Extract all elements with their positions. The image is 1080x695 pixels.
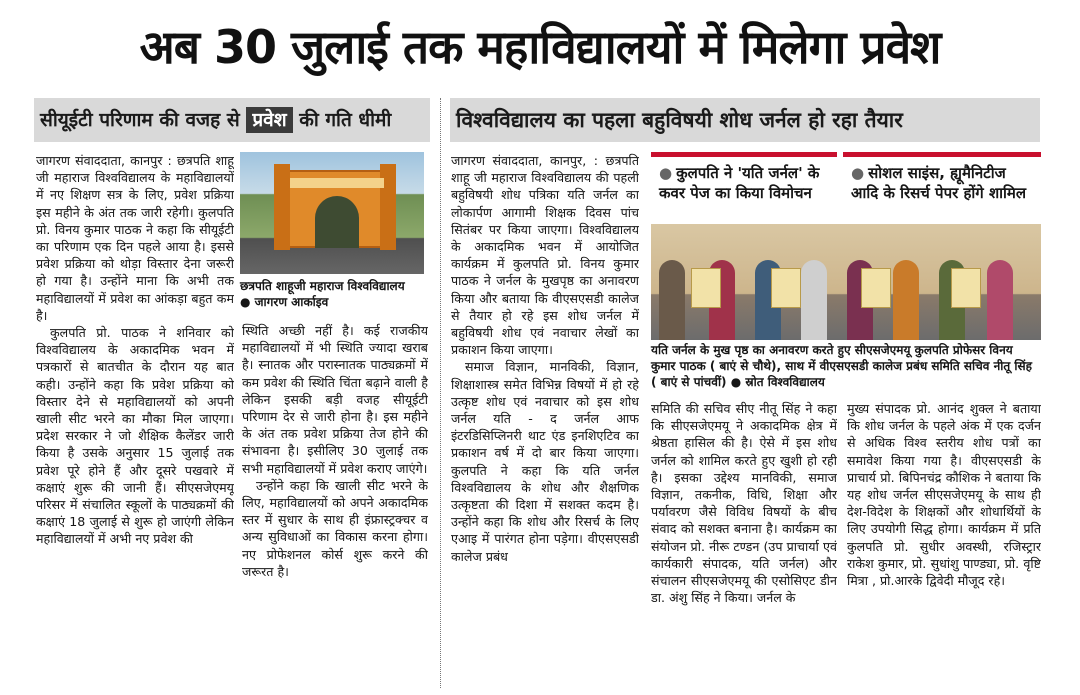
page-headline: अब 30 जुलाई तक महाविद्यालयों में मिलेगा प्रवेश xyxy=(139,20,941,74)
left-story-subhead xyxy=(34,98,430,142)
left-subhead-highlight: प्रवेश xyxy=(246,107,292,133)
left-photo-caption xyxy=(240,278,430,310)
paragraph: जागरण संवाददाता, कानपुर, : छत्रपति शाहू जी महाराज विश्वविद्यालय की पहली बहुविषयी शोध पत्रिका यति जर्नल का लोकार्पण आगामी शिक्षक दिवस पांच सितंबर पर किया जाएगा। विश्वविद्यालय के अकादमिक भवन में आयोजित कार्यक्रम में कुलपति प्रो. विनय कुमार पाठक ने जर्नल के मुखपृष्ठ का अनावरण किया और बताया कि वीएसएसडी कालेज से तैयार हो रहे इस शोध जर्नल में बहुविषयी शोध एवं नवाचार लेखों का प्रकाशन किया जाएगा। xyxy=(451,153,639,358)
left-story-column-2 xyxy=(242,322,428,682)
paragraph: समाज विज्ञान, मानविकी, विज्ञान, शिक्षाशास्त्र समेत विभिन्न विषयों में हो रहे उत्कृष्ट शोध एवं नवाचार को इस शोध जर्नल यति - द जर्नल आफ इंटरडिसिप्लिनरी थाट एंड इनशिएटिव का प्रकाशन वर्ष में दो बार किया जाएगा। कुलपति ने कहा कि यति जर्नल विश्वविद्यालय के शोध और शैक्षणिक उत्कृष्टता की दिशा में सशक्त कदम है। उन्होंने कहा कि शोध और रिसर्च के लिए एआइ में पारंगत होना पड़ेगा। वीएसएसडी कालेज प्रबंध xyxy=(451,359,639,564)
left-story-column-1 xyxy=(36,152,234,682)
right-photo-caption xyxy=(651,342,1041,390)
right-story-column-3 xyxy=(847,400,1041,682)
right-story-column-2 xyxy=(651,400,837,682)
kicker-text: कुलपति ने 'यति जर्नल' के कवर पेज का किया विमोचन xyxy=(659,164,820,202)
column-divider xyxy=(440,98,441,688)
kicker-research-papers xyxy=(843,152,1041,214)
paragraph: कुलपति प्रो. पाठक ने शनिवार को विश्वविद्यालय के अकादमिक भवन में पत्रकारों से बातचीत के दौरान यह बात कही। उन्होंने कहा कि प्रवेश प्रक्रिया को विस्तार देने से महाविद्यालयों को अपनी खाली सीट भरने का मौका मिल जाएगा। प्रदेश सरकार ने जो शैक्षिक कैलेंडर जारी किया है उसके अनुसार 15 जुलाई तक प्रवेश पूरे होने हैं और दूसरे पखवारे में कक्षाएं शुरू की जानी हैं। सीएसजेएमयू परिसर में संचालित स्कूलों के पाठ्यक्रमों की कक्षाएं 18 जुलाई से शुरू हो जाएंगी लेकिन महाविद्यालयों में अभी नए प्रवेश की xyxy=(36,325,234,547)
bullet-icon: ● xyxy=(659,164,673,182)
paragraph: स्थिति अच्छी नहीं है। कई राजकीय महाविद्यालयों में भी स्थिति ज्यादा खराब है। स्नातक और परास्नातक पाठ्यक्रमों में कम प्रवेश की स्थिति चिंता बढ़ाने वाली है लेकिन इसकी बड़ी वजह सीयूईटी परिणाम देर से जारी होना है। इस महीने के अंत तक प्रवेश प्रक्रिया तेज होने की संभावना है। इसीलिए 30 जुलाई तक सभी महाविद्यालयों में प्रवेश कराए जाएंगे। xyxy=(242,323,428,476)
paragraph: मुख्य संपादक प्रो. आनंद शुक्ल ने बताया कि शोध जर्नल के पहले अंक में एक दर्जन से अधिक विश्व स्तरीय शोध पत्रों का समावेश किया गया है। वीएसएसडी के प्राचार्य प्रो. बिपिनचंद्र कौशिक ने बताया कि यह शोध जर्नल सीएसजेएमयू के साथ ही देश-विदेश के शिक्षकों और शोधार्थियों के लिए उपयोगी सिद्ध होगा। कार्यक्रम में प्रति कुलपति प्रो. सुधीर अवस्थी, रजिस्ट्रार राकेश कुमार, प्रो. सुधांशु पाण्ड्या, प्रो. वृष्टि मित्रा , प्रो.आरके द्विवेदी मौजूद रहे। xyxy=(847,401,1041,589)
journal-launch-photo xyxy=(651,224,1041,340)
university-gate-photo xyxy=(240,152,424,274)
gate-illustration xyxy=(280,170,390,248)
bullet-icon: ● xyxy=(851,164,865,182)
paragraph: समिति की सचिव सीए नीतू सिंह ने कहा कि सीएसजेएमयू ने अकादमिक क्षेत्र में श्रेष्ठता हासिल की है। ऐसे में इस शोध जर्नल को शामिल करते हुए खुशी हो रही है। इसका उद्देश्य मानविकी, समाज विज्ञान, तकनीक, विधि, शिक्षा और पर्यावरण जैसे विविध विषयों के बीच संवाद को सशक्त बनाना है। कार्यक्रम का संयोजन प्रो. नीरू टण्डन (उप प्राचार्या एवं कार्यकारी संपादक, यति जर्नल) और संचालन सीएसजेएमयू की एसोसिएट डीन डा. अंशु सिंह ने किया। जर्नल के xyxy=(651,401,837,606)
paragraph: जागरण संवाददाता, कानपुर : छत्रपति शाहू जी महाराज विश्वविद्यालय के महाविद्यालयों में नए शिक्षण सत्र के लिए, प्रवेश प्रक्रिया इस महीने के अंत तक जारी रहेगी। कुलपति प्रो. विनय कुमार पाठक ने कहा कि सीयूईटी का परिणाम एक दिन पहले आया है। इससे प्रवेश प्रक्रिया को थोड़ा विस्तार देना जरूरी हो गया है। उन्होंने माना कि अभी तक महाविद्यालयों में प्रवेश का आंकड़ा बहुत कम है। xyxy=(36,153,234,323)
paragraph: उन्होंने कहा कि खाली सीट भरने के लिए, महाविद्यालयों को अपने अकादमिक स्तर में सुधार के साथ ही इंफ्रास्ट्रक्चर व अन्य सुविधाओं का विकास करना होगा। नए प्रोफेशनल कोर्स शुरू करने की जरूरत है। xyxy=(242,477,428,579)
right-story-subhead: विश्वविद्यालय का पहला बहुविषयी शोध जर्नल हो रहा तैयार xyxy=(450,98,1040,142)
photo-caption-text: यति जर्नल के मुख पृष्ठ का अनावरण करते हुए सीएसजेएमयू कुलपति प्रोफेसर विनय कुमार पाठक ( बाएं से चौथे), साथ में वीएसएसडी कालेज प्रबंध समिति सचिव नीतू सिंह ( बाएं से पांचवीं) xyxy=(651,343,1032,389)
right-story-column-1 xyxy=(451,152,639,682)
kicker-cover-release xyxy=(651,152,837,214)
left-subhead-pre: सीयूईटी परिणाम की वजह से xyxy=(40,109,247,131)
left-subhead-post: की गति धीमी xyxy=(292,109,392,131)
photo-credit: ● जागरण आर्काइव xyxy=(240,295,329,309)
photo-caption-text: छत्रपति शाहूजी महाराज विश्वविद्यालय xyxy=(240,279,405,293)
kicker-text: सोशल साइंस, ह्यूमैनिटीज आदि के रिसर्च पेपर होंगे शामिल xyxy=(851,164,1027,202)
photo-credit: ● स्रोत विश्वविद्यालय xyxy=(730,375,825,389)
